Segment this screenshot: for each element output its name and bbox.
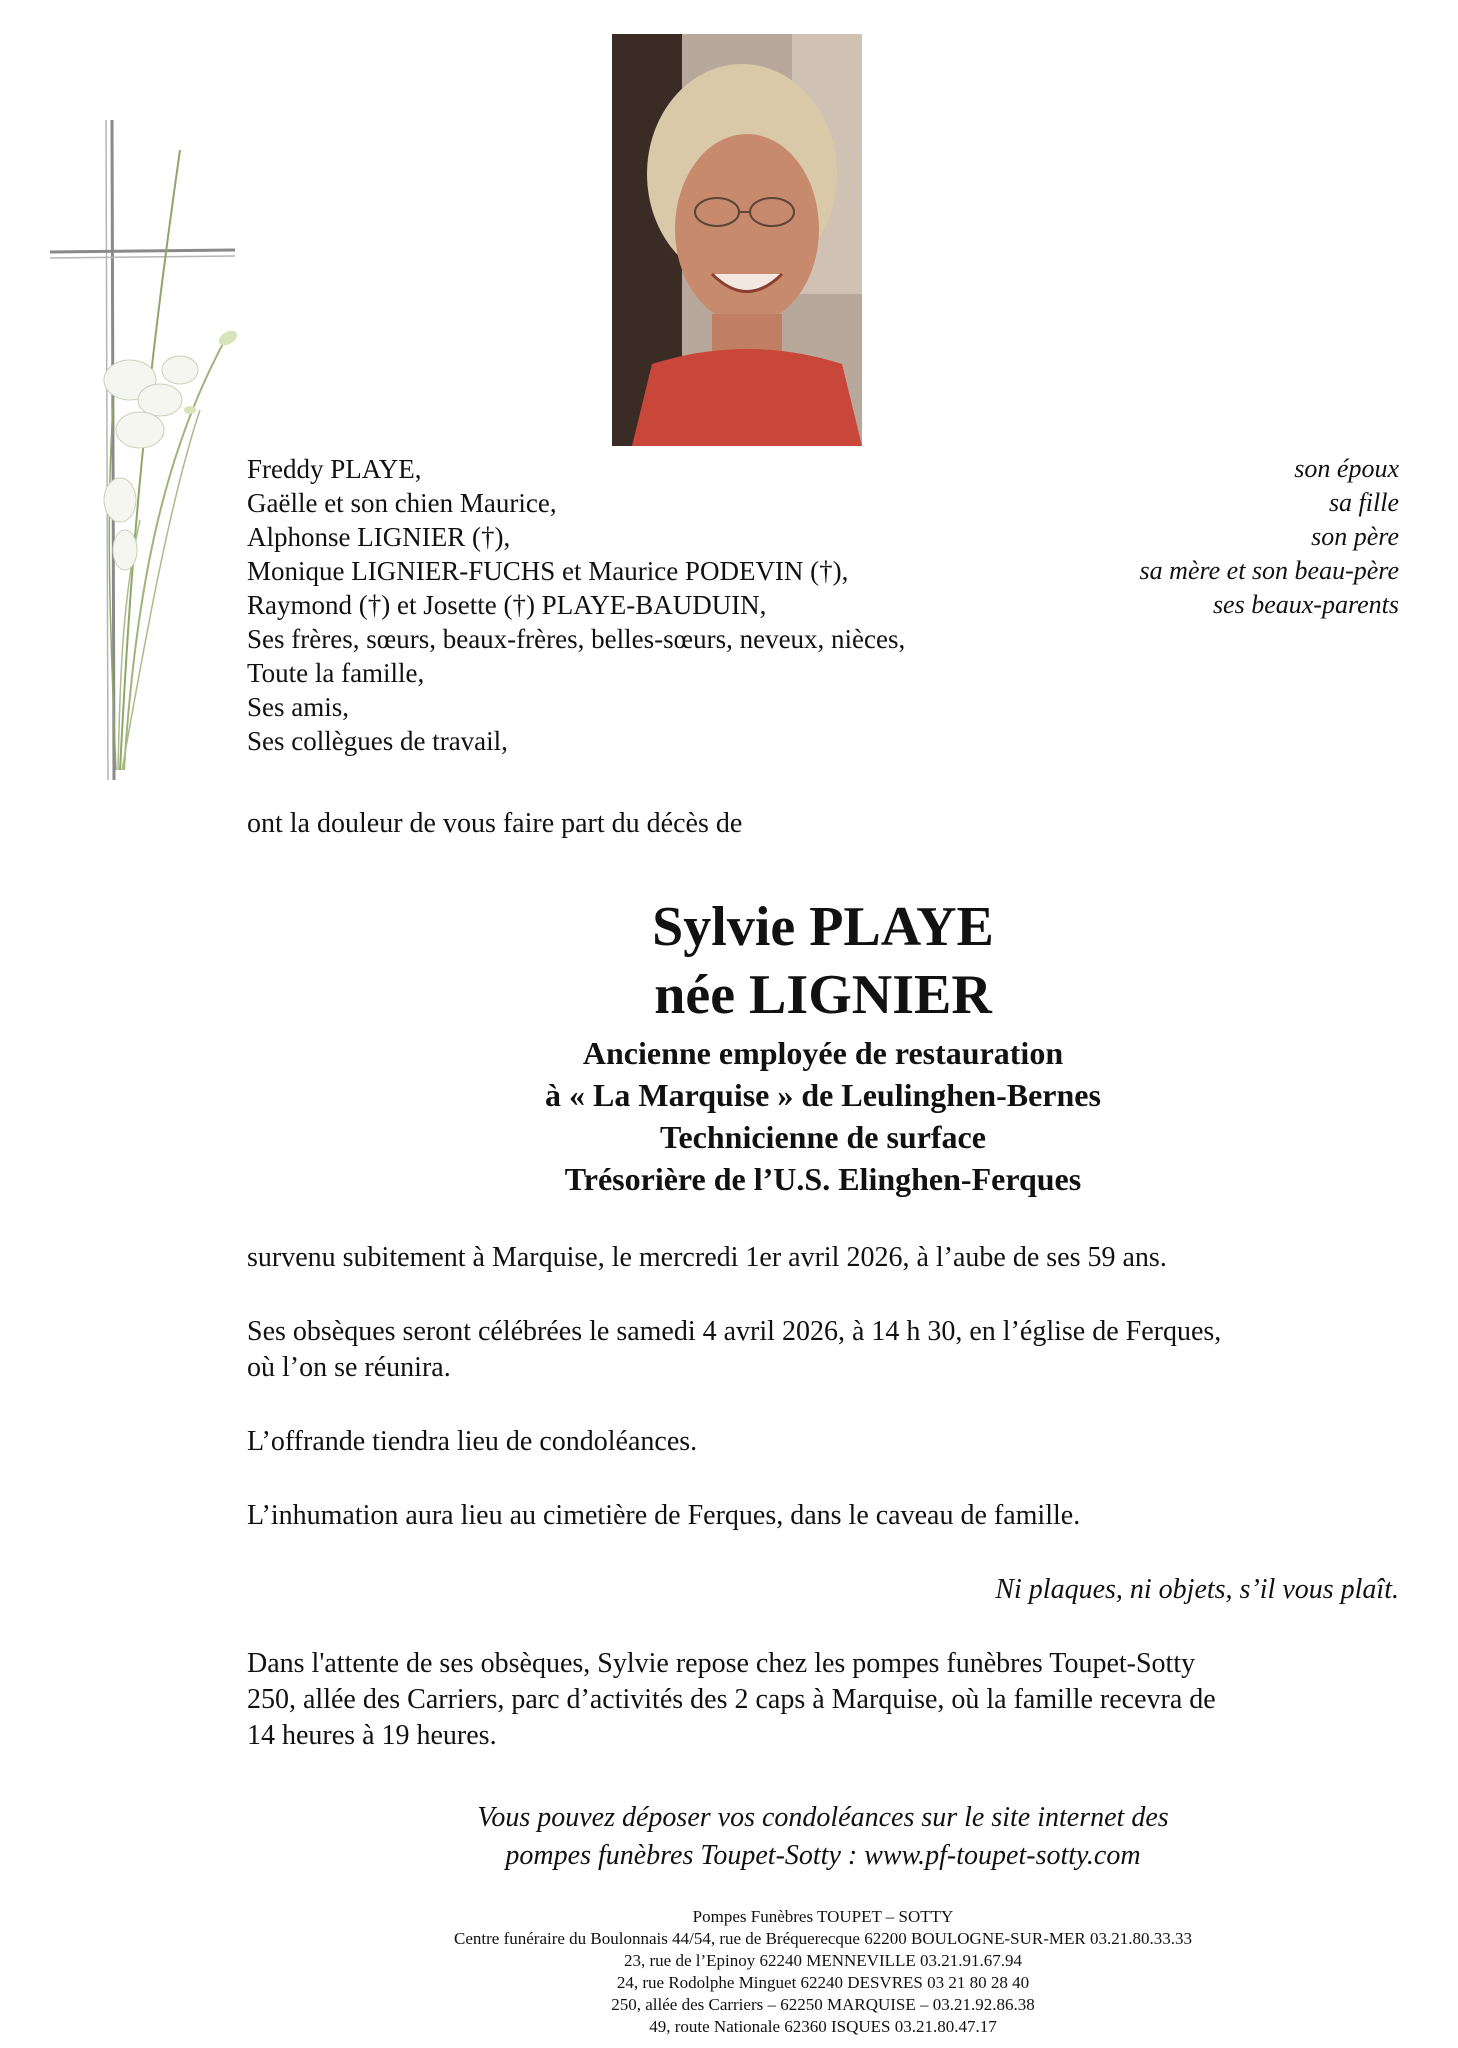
mourner-relation: ses beaux-parents bbox=[1212, 590, 1399, 619]
condolences-line: Vous pouvez déposer vos condoléances sur le site internet des bbox=[477, 1802, 1169, 1833]
footer-line: 24, rue Rodolphe Minguet 62240 DESVRES 03 21 80 28 40 bbox=[616, 1973, 1030, 1992]
offering-text: L’offrande tiendra lieu de condoléances. bbox=[247, 1426, 698, 1457]
portrait-photo bbox=[612, 34, 862, 446]
mourner-relation: son père bbox=[1311, 522, 1399, 551]
footer-line: Pompes Funèbres TOUPET – SOTTY bbox=[692, 1907, 954, 1926]
condolences-line: pompes funèbres Toupet-Sotty : www.pf-toupet-sotty.com bbox=[505, 1840, 1141, 1871]
mourner-name: Freddy PLAYE, bbox=[247, 454, 422, 484]
deceased-title: à « La Marquise » de Leulinghen-Bernes bbox=[545, 1077, 1101, 1113]
mourner-relation: sa mère et son beau-père bbox=[1139, 556, 1399, 585]
footer-line: 49, route Nationale 62360 ISQUES 03.21.80.47.17 bbox=[649, 2017, 997, 2036]
mourner-name: Ses amis, bbox=[247, 692, 350, 722]
mourner-name: Ses frères, sœurs, beaux-frères, belles-sœurs, neveux, nièces, bbox=[247, 624, 906, 654]
footer-line: 250, allée des Carriers – 62250 MARQUISE – 03.21.92.86.38 bbox=[611, 1995, 1035, 2014]
funeral-line: où l’on se réunira. bbox=[247, 1352, 451, 1383]
burial-text: L’inhumation aura lieu au cimetière de Ferques, dans le caveau de famille. bbox=[247, 1500, 1081, 1531]
mourner-name: Raymond (†) et Josette (†) PLAYE-BAUDUIN, bbox=[247, 590, 767, 620]
deceased-maiden-name: née LIGNIER bbox=[654, 964, 992, 1026]
footer-line: 23, rue de l’Epinoy 62240 MENNEVILLE 03.21.91.67.94 bbox=[623, 1951, 1023, 1970]
mourner-name: Gaëlle et son chien Maurice, bbox=[247, 488, 557, 518]
mourner-relation: sa fille bbox=[1328, 488, 1399, 517]
mourner-name: Alphonse LIGNIER (†), bbox=[247, 522, 511, 552]
mourner-relation: son époux bbox=[1294, 454, 1399, 483]
announcement-text: ont la douleur de vous faire part du décès de bbox=[247, 808, 743, 839]
mourner-name: Ses collègues de travail, bbox=[247, 726, 508, 756]
death-notice: survenu subitement à Marquise, le mercredi 1er avril 2026, à l’aube de ses 59 ans. bbox=[247, 1242, 1167, 1273]
footer-line: Centre funéraire du Boulonnais 44/54, rue de Bréquerecque 62200 BOULOGNE-SUR-MER 03.21.80.33.33 bbox=[454, 1929, 1192, 1948]
cross-with-lilies-icon bbox=[50, 80, 260, 800]
no-plaques-text: Ni plaques, ni objets, s’il vous plaît. bbox=[995, 1574, 1399, 1605]
deceased-name: Sylvie PLAYE bbox=[652, 896, 994, 958]
mourner-name: Toute la famille, bbox=[247, 658, 425, 688]
rest-line: Dans l'attente de ses obsèques, Sylvie repose chez les pompes funèbres Toupet-Sotty bbox=[247, 1648, 1196, 1679]
rest-line: 14 heures à 19 heures. bbox=[247, 1720, 497, 1751]
funeral-line: Ses obsèques seront célébrées le samedi 4 avril 2026, à 14 h 30, en l’église de Ferques, bbox=[247, 1316, 1222, 1347]
deceased-title: Ancienne employée de restauration bbox=[582, 1035, 1064, 1071]
deceased-title: Technicienne de surface bbox=[660, 1119, 986, 1155]
rest-line: 250, allée des Carriers, parc d’activités des 2 caps à Marquise, où la famille recevra de bbox=[247, 1684, 1216, 1715]
mourner-name: Monique LIGNIER-FUCHS et Maurice PODEVIN (†), bbox=[247, 556, 849, 586]
deceased-title: Trésorière de l’U.S. Elinghen-Ferques bbox=[564, 1161, 1082, 1197]
